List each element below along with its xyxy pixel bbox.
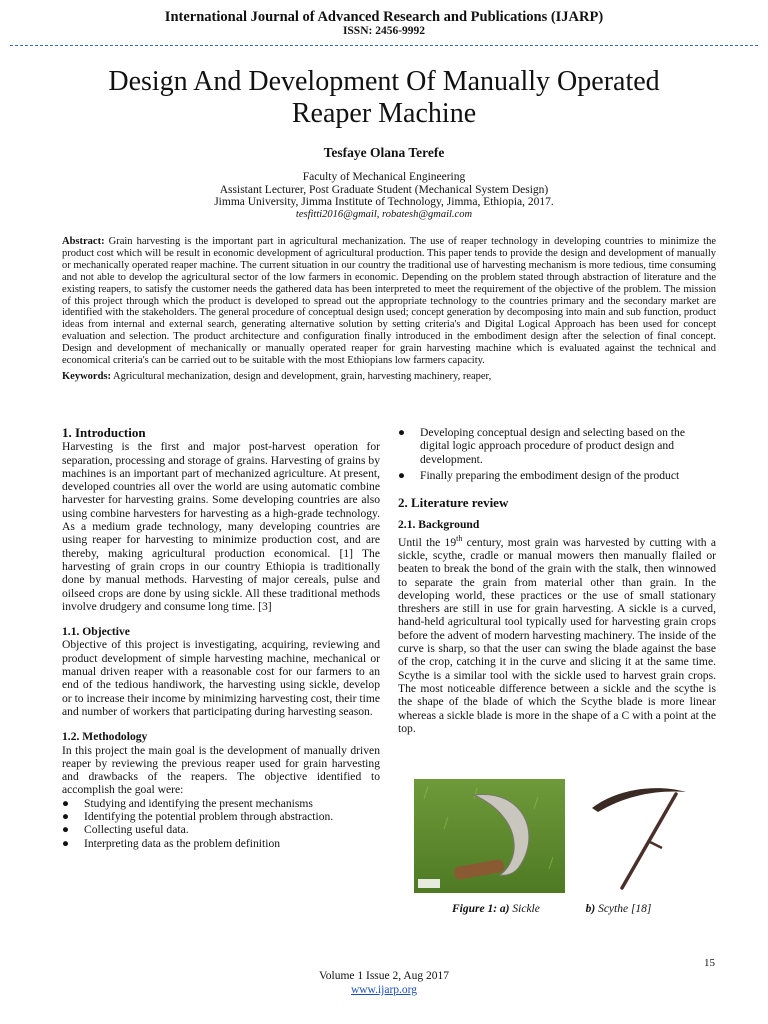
header-divider: [10, 45, 758, 46]
affiliation-line: Jimma University, Jimma Institute of Technology, Jimma, Ethiopia, 2017.: [214, 196, 554, 208]
introduction-heading: 1. Introduction: [62, 425, 146, 440]
list-item: ● Finally preparing the embodiment design of the product: [398, 468, 680, 482]
bullet-icon: ●: [62, 810, 70, 824]
list-item: ● Collecting useful data.: [62, 823, 189, 837]
issn: ISSN: 2456-9992: [342, 25, 426, 37]
affiliation: [0, 171, 768, 221]
background-heading: 2.1. Background: [398, 518, 480, 532]
title-line-2: Reaper Machine: [291, 98, 477, 129]
keywords: [62, 371, 716, 382]
journal-name: International Journal of Advanced Research and Publications (IJARP): [164, 9, 604, 25]
title-line-1: Design And Development Of Manually Operated: [108, 66, 660, 97]
list-item: ● Identifying the potential problem through abstraction.: [62, 810, 334, 824]
list-item: ● Interpreting data as the problem definition: [62, 836, 281, 850]
scythe-image: [588, 784, 698, 892]
author-name: Tesfaye Olana Terefe: [323, 145, 445, 160]
bullet-icon: ●: [62, 836, 70, 850]
author-emails: tesfitti2016@gmail, robatesh@gmail.com: [295, 208, 473, 220]
literature-heading: 2. Literature review: [398, 495, 509, 511]
background-text: Until the 19th century, most grain was harvested by cutting with a sickle, scythe, cradle or manual mowers then manually flailed or beaten to break the bond of the grain with the stalk, then winnowed to separate the grain from material other than grain. In the developing world, these practices or the use of small stationary threshers are still in use for grain harvesting. A sickle is a curved, hand-held agricultural tool typically used for harvesting grain crops before the advent of modern harvesting machinery. The inside of the curve is sharp, so that the user can swing the blade against the base of the crop, catching it in the curve and slicing it at the same time. Scythe is a similar tool with the sickle used to harvest grain crops. The most noticeable difference between a sickle and the scythe is the shape of the blade of which the Scythe blade is more linear whereas a sickle blade is more in the shape of a C with a point at the top.: [398, 533, 717, 735]
abstract: [62, 236, 716, 367]
figure-caption: Figure 1: a) Sickle b) Scythe [18]: [452, 903, 652, 915]
bullet-icon: ●: [398, 468, 406, 482]
affiliation-line: Assistant Lecturer, Post Graduate Student (Mechanical System Design): [219, 183, 549, 196]
bullet-icon: ●: [398, 426, 406, 439]
abstract-label: Abstract:: [62, 236, 105, 247]
right-column: [398, 426, 716, 735]
page-number: 15: [704, 957, 715, 969]
methodology-heading: 1.2. Methodology: [62, 730, 148, 744]
methodology-list-continued: [398, 426, 716, 482]
objective-heading: 1.1. Objective: [62, 625, 130, 639]
list-item: ● Studying and identifying the present mechanisms: [62, 796, 313, 810]
objective-text: Objective of this project is investigating, acquiring, reviewing and product development of simple harvesting machine, mechanical or manual driven reaper with a reasonable cost for our farmers to an end of the tedious handiwork, the harvesting using sickle, develop or to increase their income by minimizing harvesting cost, their time and number of workers that participating during harvesting season.: [62, 638, 380, 718]
paper-title: [0, 66, 768, 130]
keywords-text: Agricultural mechanization, design and development, grain, harvesting machinery, reaper,: [113, 371, 492, 382]
left-column: [62, 426, 380, 850]
footer-volume: Volume 1 Issue 2, Aug 2017: [318, 970, 450, 982]
methodology-text: In this project the main goal is the development of manually driven reaper by reviewing the previous reaper used for grain harvesting and drawbacks of the reapers. The objective identified to accomplish the goal were:: [62, 743, 380, 797]
figure-1: [414, 776, 704, 894]
journal-url-link[interactable]: www.ijarp.org: [350, 984, 418, 996]
footer-url-link: [0, 984, 768, 996]
introduction-text: Harvesting is the first and major post-harvest operation for separation, processing and storage of grains. Harvesting of grains by machines is an important part of mechanized agriculture. At present, developed countries all over the world are using automatic combine harvester for harvesting grains. Some developing countries are also using combine harvesters for harvesting as a high-grade technology. As a medium grade technology, many developing countries are using reaper for harvesting to minimize production cost, and are thereby, making agricultural production economical. [1] The harvesting of grain crops in our country Ethiopia is traditionally done by manual methods. Harvesting of major cereals, pulse and oilseed crops are done by using sickle. All these traditional methods involve drudgery and consume long time. [3]: [62, 440, 380, 613]
bullet-icon: ●: [62, 823, 70, 837]
abstract-text: Grain harvesting is the important part in agricultural mechanization. The use of reaper technology in developing countries to minimize the product cost which will be result in economic development of agricultural production. This paper tends to provide the design and development of manually or mechanically operated reaper machine. The current situation in our country the traditional use of harvesting mechanism is more tedious, time consuming and not able to develop the agricultural sector of the low farmers in economic. Depending on the problem stated through abstraction of literature and the existing reapers, to satisfy the customer needs the gathered data has been interpreted to meet the requirement of the objective of the problem. The mission of this project through which the product is developed to spread out the appropriate technology to the countries primary and the secondary market are identified with the stakeholders. The general procedure of conceptual design used; concept generation by decomposing into main and sub function, product ideas from internal and external search, generating alternative solution by setting criteria's and Digital Logical Approach has been used for concept evaluation and selection. The product architecture and configuration finally introduced in the embodiment design after the selection of final concept. Design and development of mechanically or manually operated reaper for grain harvesting machine which is evaluated against the technical and economical criteria's can be carried out to be suitable with the most Ethiopians low farmers capacity.: [62, 236, 717, 367]
methodology-list: [62, 797, 380, 850]
list-item: ● Developing conceptual design and selecting based on the digital logic approach procedure of product design and development.: [398, 426, 685, 466]
affiliation-line: Faculty of Mechanical Engineering: [302, 171, 466, 183]
keywords-label: Keywords:: [62, 371, 111, 382]
bullet-icon: ●: [62, 796, 70, 810]
sickle-image: [414, 779, 565, 893]
